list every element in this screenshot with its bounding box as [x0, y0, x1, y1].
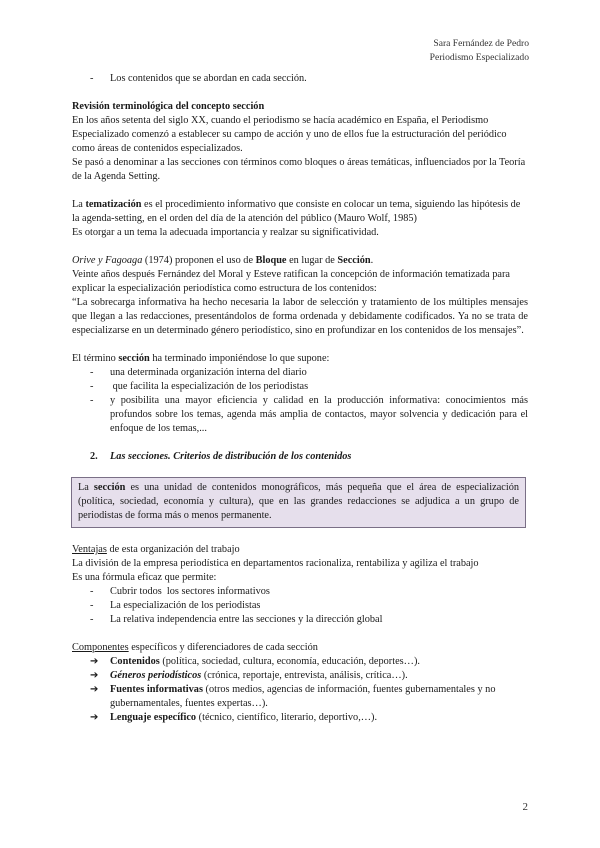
orive-mid2: en lugar de [286, 255, 338, 266]
termino-pre: El término [72, 353, 119, 364]
header-author: Sara Fernández de Pedro [433, 38, 529, 49]
component-text: (política, sociedad, cultura, economía, educación, deportes…). [159, 656, 420, 667]
componentes-heading-term: Componentes [72, 642, 129, 653]
orive-paragraph [72, 254, 528, 268]
dash-marker: - [90, 395, 94, 406]
termino-rest: ha terminado imponiéndose lo que supone: [149, 353, 330, 364]
component-term: Géneros periodísticos [110, 670, 202, 681]
definition-term: sección [93, 482, 126, 493]
list-item-text: Cubrir todos los sectores informativos [110, 586, 270, 597]
ventajas-paragraph-1: La división de la empresa periodística en departamentos racionaliza, rentabiliza y agiliza el trabajo [72, 558, 479, 569]
dash-marker: - [90, 586, 94, 597]
ventajas-heading-rest: de esta organización del trabajo [106, 544, 240, 555]
dash-marker: - [90, 73, 94, 84]
tematizacion-term: tematización [85, 199, 142, 210]
orive-mid1: (1974) proponen el uso de [142, 255, 256, 266]
dash-marker: - [90, 381, 94, 392]
componentes-heading-rest: específicos y diferenciadores de cada sección [128, 642, 318, 653]
dash-marker: - [90, 367, 94, 378]
intro-bullet [72, 72, 528, 86]
page-header [430, 37, 529, 65]
list-item [72, 683, 528, 711]
dash-marker: - [90, 600, 94, 611]
list-item [72, 599, 528, 613]
orive-quote: “La sobrecarga informativa ha hecho necesaria la labor de selección y tratamiento de los múltiples mensajes que llegan a las redacciones, presentándolos de forma ordenada y debidamente codificados. Ya no se trata de especializarse en un determinado género periodístico, sino en profundizar en los contenidos de los mensajes”. [72, 297, 528, 336]
section-2-heading [72, 450, 528, 464]
list-item [72, 655, 528, 669]
intro-bullet-text: Los contenidos que se abordan en cada sección. [110, 73, 307, 84]
component-term: Contenidos [110, 656, 160, 667]
ventajas-paragraph-2: Es una fórmula eficaz que permite: [72, 572, 217, 583]
list-item [72, 585, 528, 599]
componentes-heading [72, 641, 528, 655]
list-item-text: La especialización de los periodistas [110, 600, 261, 611]
list-item [72, 366, 528, 380]
list-item-text: y posibilita una mayor eficiencia y calidad en la producción informativa: conocimientos más profundos sobre los temas, agenda más amplia de contactos, mayor solvencia y dedicación para el enfoque de los temas,... [110, 395, 528, 434]
section-number: 2. [90, 451, 98, 462]
list-item [72, 711, 528, 725]
arrow-icon: ➔ [90, 712, 99, 723]
component-term: Fuentes informativas [110, 684, 203, 695]
termino-term: sección [118, 353, 150, 364]
definition-box [71, 477, 526, 528]
dash-marker: - [90, 614, 94, 625]
header-course: Periodismo Especializado [429, 52, 529, 63]
list-item [72, 380, 528, 394]
tematizacion-paragraph [72, 198, 528, 226]
termino-paragraph [72, 352, 528, 366]
definition-pre: La [78, 482, 94, 493]
ventajas-heading-term: Ventajas [72, 544, 107, 555]
section-title: Las secciones. Criterios de distribución de los contenidos [110, 451, 352, 462]
component-term: Lenguaje específico [110, 712, 197, 723]
list-item-text: una determinada organización interna del diario [110, 367, 307, 378]
list-item [72, 613, 528, 627]
revision-heading: Revisión terminológica del concepto sección [72, 101, 265, 112]
tematizacion-pre: La [72, 199, 86, 210]
list-item [72, 394, 528, 436]
orive-end: . [370, 255, 374, 266]
component-text: (otros medios, agencias de información, fuentes gubernamentales y no gubernamentales, fuentes expertas…). [110, 684, 496, 709]
ventajas-heading [72, 543, 528, 557]
definition-rest: es una unidad de contenidos monográficos, más pequeña que el área de especialización (política, sociedad, economía y cultura), que en las grandes redacciones se adjudica a un grupo de periodistas de forma más o menos permanente. [78, 482, 519, 521]
orive-authors: Orive y Fagoaga [72, 255, 143, 266]
tematizacion-paragraph-2: Es otorgar a un tema la adecuada importancia y realzar su significatividad. [72, 227, 379, 238]
page-number: 2 [522, 801, 528, 813]
orive-term-seccion: Sección [337, 255, 371, 266]
list-item-text: La relativa independencia entre las secciones y la dirección global [110, 614, 383, 625]
list-item [72, 669, 528, 683]
tematizacion-rest: es el procedimiento informativo que consiste en colocar un tema, siguiendo las hipótesis de la agenda-setting, en el orden del día de la atención del público (Mauro Wolf, 1985) [72, 199, 521, 224]
revision-paragraph-2: Se pasó a denominar a las secciones con términos como bloques o áreas temáticas, influenciados por la Teoría de la Agenda Setting. [72, 157, 526, 182]
arrow-icon: ➔ [90, 670, 99, 681]
component-text: (crónica, reportaje, entrevista, análisis, crítica…). [201, 670, 408, 681]
component-text: (técnico, científico, literario, deportivo,…). [196, 712, 378, 723]
arrow-icon: ➔ [90, 684, 99, 695]
page-content [72, 72, 528, 725]
list-item-text: que facilita la especialización de los periodistas [110, 381, 309, 392]
orive-paragraph-2: Veinte años después Fernández del Moral y Esteve ratifican la concepción de información tematizada para explicar la especialización periodística como estructura de los contenidos: [72, 269, 511, 294]
revision-paragraph-1: En los años setenta del siglo XX, cuando el periodismo se hacía académico en España, el Periodismo Especializado comenzó a establecer su campo de acción y uno de ellos fue la estructuración del periódico como áreas de contenidos especializados. [72, 115, 507, 154]
orive-term-bloque: Bloque [255, 255, 287, 266]
arrow-icon: ➔ [90, 656, 99, 667]
